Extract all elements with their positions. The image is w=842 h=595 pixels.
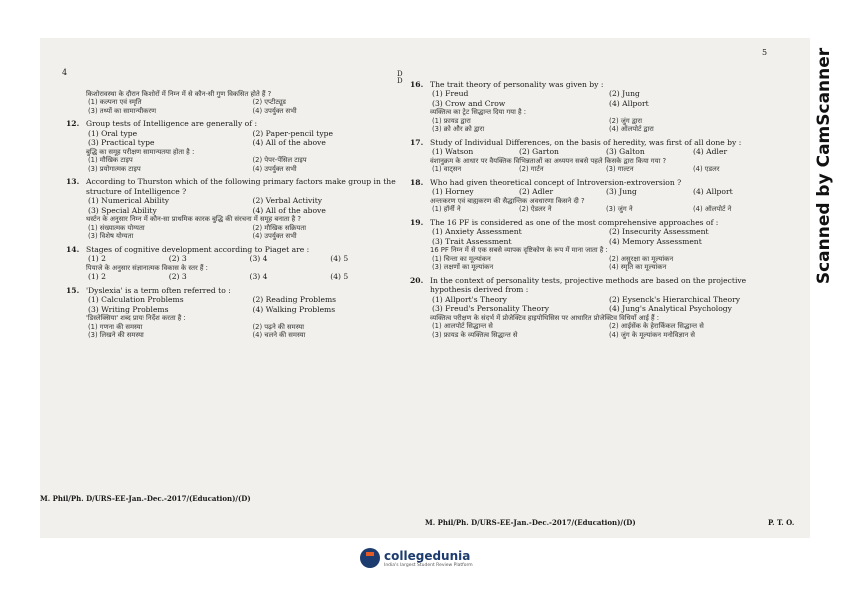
question-18: 18. Who had given theoretical concept of Introversion-extroversion ? (1) Horney (2) Adler (3) Jung (4) Allport अन्तःकरण एवं बाह्यकरण की सैद्धान्तिक अवधारणा किसने दी ? (1) हॉर्नी ने (2) ऐडलर ने (3) जुंग ने (4) ऑलपोर्ट ने [410, 177, 733, 214]
collegedunia-logo-icon [360, 548, 380, 568]
scanned-page-spread [40, 38, 810, 538]
collegedunia-logo: collegedunia India's largest Student Review Platform [360, 548, 473, 568]
camscanner-watermark: Scanned by CamScanner [814, 47, 834, 285]
left-footer: M. Phil/Ph. D/URS-EE-Jan.-Dec.-2017/(Education)/(D) [40, 494, 251, 503]
left-page-number: 4 [62, 68, 68, 77]
question-17: 17. Study of Individual Differences, on the basis of heredity, was first of all done by : (1) Watson (2) Garton (3) Galton (4) Adler वंशानुक्रम के आधार पर वैयक्तिक विभिन्नताओं का अध्ययन सबसे पहले किसके द्वारा किया गया ? (1) वाट्सन (2) गार्टन (3) गाल्टन (4) एडलर [410, 137, 742, 174]
right-footer: M. Phil/Ph. D/URS-EE-Jan.-Dec.-2017/(Education)/(D) [425, 518, 636, 527]
question-14: 14. Stages of cognitive development according to Piaget are : (1) 2 (2) 3 (3) 4 (4) 5 पियाजे के अनुसार संज्ञानात्मक विकास के स्तर हैं : (1) 2 (2) 3 (3) 4 (4) 5 [66, 244, 349, 282]
question-13: 13. According to Thurston which of the following primary factors make group in the structure of Intelligence ? (1) Numerical Ability (2) Verbal Activity (3) Special Ability (4) All of the above थर्स्टन के अनुसार निम्न में कौन-सा प्राथमिक कारक बुद्धि की संरचना में समूह बनाता है ? (1) संख्यात्मक योग्यता (2) मौखिक सक्रियता (3) विशेष योग्यता (4) उपर्युक्त सभी [66, 177, 396, 241]
center-mark: D D [397, 70, 403, 85]
right-page-column [410, 80, 780, 343]
pto-label: P. T. O. [768, 518, 795, 527]
question-16: 16. The trait theory of personality was given by : (1) Freud (2) Jung (3) Crow and Crow (4) Allport व्यक्तित्व का ट्रेट सिद्धान्त दिया गया है : (1) फ्रायड द्वारा (2) जुंग द्वारा (3) क्रो और क्रो द्वारा (4) ऑलपोर्ट द्वारा [410, 80, 654, 134]
left-page-column [66, 90, 411, 344]
question-11-continued: किशोरावस्था के दौरान किशोरों में निम्न में से कौन-सी गुण विकसित होते हैं ? (1) कल्पना एवं स्मृति (2) एप्टीट्यूड (3) तथ्यों का सामान्यीकरण (4) उपर्युक्त सभी [86, 90, 297, 115]
question-12: 12. Group tests of Intelligence are generally of : (1) Oral type (2) Paper-pencil type (3) Practical type (4) All of the above बुद्धि का समूह परीक्षण सामान्यतया होता है : (1) मौखिक टाइप (2) पेपर-पेंसिल टाइप (3) प्रयोगात्मक टाइप (4) उपर्युक्त सभी [66, 119, 333, 173]
question-19: 19. The 16 PF is considered as one of the most comprehensive approaches of : (1) Anxiety Assessment (2) Insecurity Assessment (3) Trait Assessment (4) Memory Assessment 16 PF निम्न में से एक सबसे व्यापक दृष्टिकोण के रूप में माना जाता है : (1) चिन्ता का मूल्यांकन (2) असुरक्षा का मूल्यांकन (3) लक्षणों का मूल्यांकन (4) स्मृति का मूल्यांकन [410, 217, 719, 272]
right-page-number: 5 [762, 48, 768, 57]
question-15: 15. 'Dyslexia' is a term often referred to : (1) Calculation Problems (2) Reading Problems (3) Writing Problems (4) Walking Problems 'डिस्लेक्सिया' शब्द प्रायः निर्देश करता है : (1) गणना की समस्या (2) पढ़ने की समस्या (3) लिखने की समस्या (4) चलने की समस्या [66, 285, 337, 340]
question-20: 20. In the context of personality tests, projective methods are based on the projective hypothesis derived from : (1) Allport's Theory (2) Eysenck's Hierarchical Theory (3) Freud's Personality Theory (4) Jung's Analytical Psychology व्यक्तित्व परीक्षण के संदर्भ में प्रोजेक्टिव हाइपोथिसिस पर आधारित प्रोजेक्टिव विधियाँ आई हैं : (1) आलपोर्ट सिद्धान्त से (2) आईसेंक के हेरार्किकल सिद्धान्त से (3) फ्रायड के व्यक्तित्व सिद्धान्त से (4) जुंग के मूल्यांकन मनोविज्ञान से [410, 275, 747, 339]
